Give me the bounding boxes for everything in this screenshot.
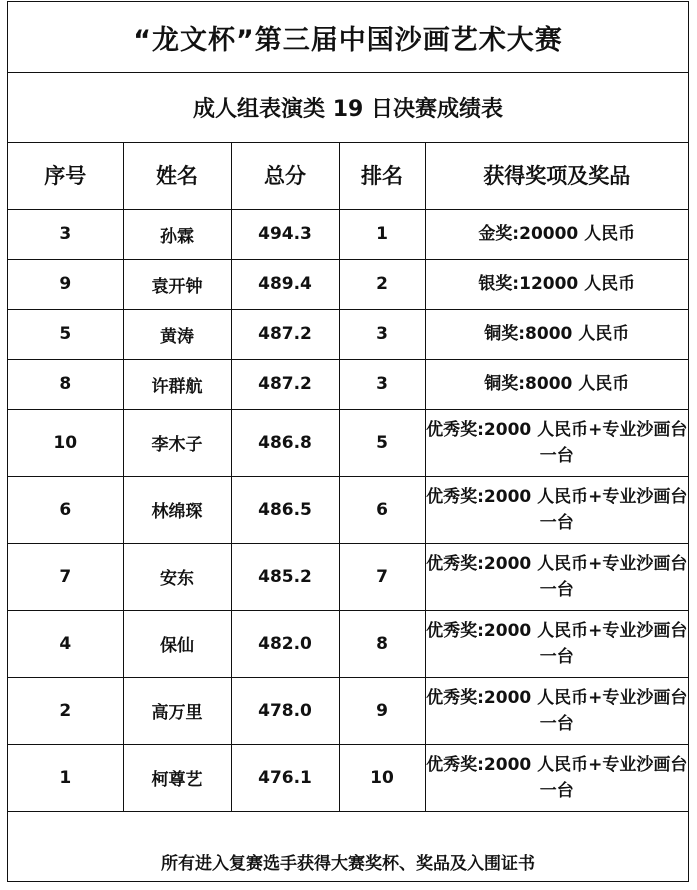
cell-id: 3 [8, 209, 123, 259]
cell-id: 10 [8, 409, 123, 476]
table-row [8, 610, 688, 677]
cell-prize: 铜奖:8000 人民币 [425, 309, 688, 359]
cell-rank: 2 [339, 259, 425, 309]
cell-name: 黄涛 [123, 309, 231, 359]
cell-id: 4 [8, 610, 123, 677]
table-row [8, 209, 688, 259]
document-title: “龙文杯”第三届中国沙画艺术大赛 [8, 2, 688, 73]
cell-rank: 6 [339, 476, 425, 543]
table-row [8, 476, 688, 543]
cell-rank: 10 [339, 744, 425, 811]
cell-rank: 9 [339, 677, 425, 744]
cell-name: 柯尊艺 [123, 744, 231, 811]
cell-score: 476.1 [231, 744, 339, 811]
table-row [8, 309, 688, 359]
cell-name: 高万里 [123, 677, 231, 744]
cell-rank: 1 [339, 209, 425, 259]
cell-name: 袁开钟 [123, 259, 231, 309]
table-row [8, 677, 688, 744]
cell-rank: 3 [339, 359, 425, 409]
results-sheet [7, 1, 689, 882]
cell-name: 保仙 [123, 610, 231, 677]
cell-id: 1 [8, 744, 123, 811]
cell-score: 478.0 [231, 677, 339, 744]
table-row [8, 359, 688, 409]
cell-name: 孙霖 [123, 209, 231, 259]
cell-score: 486.5 [231, 476, 339, 543]
cell-score: 487.2 [231, 359, 339, 409]
column-header-rank: 排名 [339, 142, 425, 209]
document-subtitle: 成人组表演类 19 日决赛成绩表 [8, 72, 688, 143]
results-table [8, 142, 688, 812]
column-header-name: 姓名 [123, 142, 231, 209]
cell-score: 487.2 [231, 309, 339, 359]
cell-name: 李木子 [123, 409, 231, 476]
table-row [8, 409, 688, 476]
cell-id: 7 [8, 543, 123, 610]
footer-note: 所有进入复赛选手获得大赛奖杯、奖品及入围证书 [161, 853, 535, 874]
cell-name: 安东 [123, 543, 231, 610]
cell-id: 6 [8, 476, 123, 543]
cell-rank: 8 [339, 610, 425, 677]
cell-prize: 铜奖:8000 人民币 [425, 359, 688, 409]
cell-prize: 优秀奖:2000 人民币+专业沙画台一台 [425, 409, 688, 476]
cell-rank: 5 [339, 409, 425, 476]
cell-score: 489.4 [231, 259, 339, 309]
header-row [8, 142, 688, 209]
cell-prize: 金奖:20000 人民币 [425, 209, 688, 259]
column-header-id: 序号 [8, 142, 123, 209]
cell-prize: 优秀奖:2000 人民币+专业沙画台一台 [425, 677, 688, 744]
cell-prize: 优秀奖:2000 人民币+专业沙画台一台 [425, 610, 688, 677]
cell-prize: 优秀奖:2000 人民币+专业沙画台一台 [425, 476, 688, 543]
cell-prize: 银奖:12000 人民币 [425, 259, 688, 309]
cell-rank: 7 [339, 543, 425, 610]
cell-id: 2 [8, 677, 123, 744]
cell-score: 482.0 [231, 610, 339, 677]
cell-score: 486.8 [231, 409, 339, 476]
cell-score: 485.2 [231, 543, 339, 610]
cell-name: 林绵琛 [123, 476, 231, 543]
cell-name: 许群航 [123, 359, 231, 409]
cell-id: 9 [8, 259, 123, 309]
column-header-score: 总分 [231, 142, 339, 209]
cell-id: 8 [8, 359, 123, 409]
cell-prize: 优秀奖:2000 人民币+专业沙画台一台 [425, 543, 688, 610]
cell-rank: 3 [339, 309, 425, 359]
table-row [8, 744, 688, 811]
table-row [8, 259, 688, 309]
cell-score: 494.3 [231, 209, 339, 259]
cell-prize: 优秀奖:2000 人民币+专业沙画台一台 [425, 744, 688, 811]
table-row [8, 543, 688, 610]
column-header-prize: 获得奖项及奖品 [425, 142, 688, 209]
cell-id: 5 [8, 309, 123, 359]
